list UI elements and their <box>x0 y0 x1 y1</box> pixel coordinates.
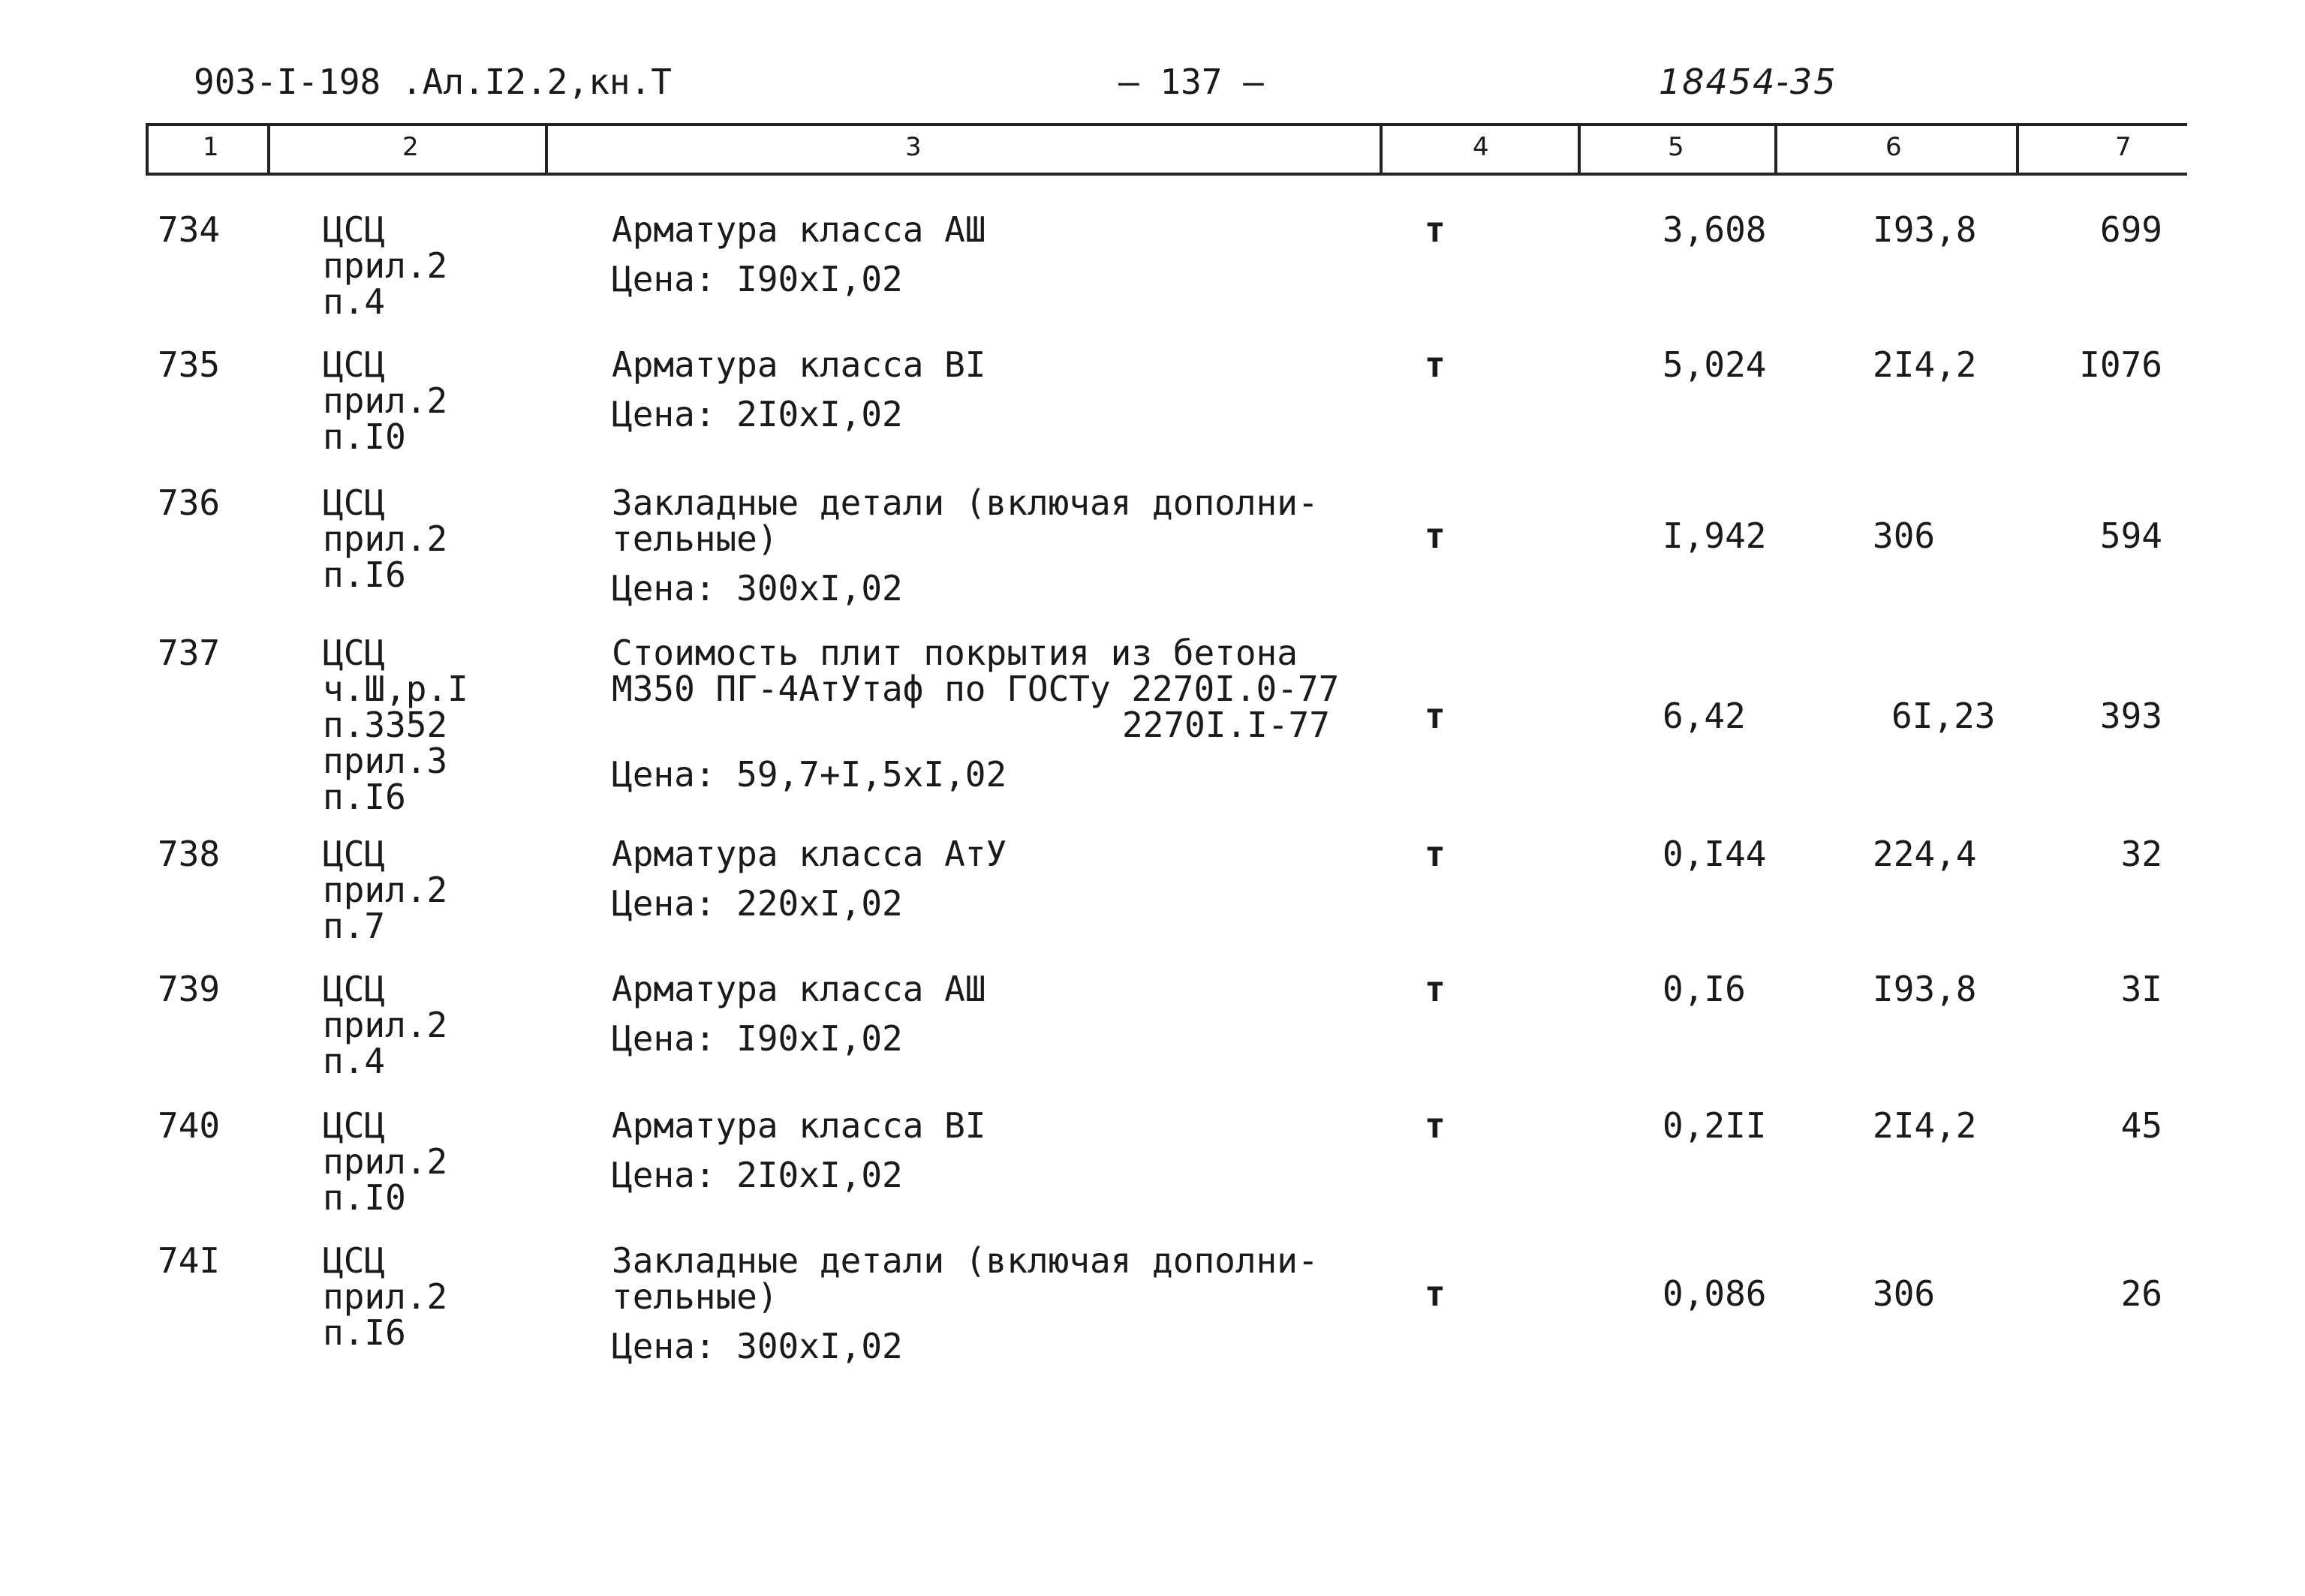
item-description: Закладные детали (включая дополни- тельные) Цена: 300xI,02 <box>612 1240 1319 1366</box>
unit-price: 224,4 <box>1873 834 1977 874</box>
total: 45 <box>2120 1105 2162 1146</box>
strip-divider <box>545 123 548 176</box>
reference: ЦСЦ прил.2 п.7 <box>323 834 448 946</box>
row-number: 738 <box>158 834 221 874</box>
column-number: 1 <box>203 132 219 162</box>
price-formula: Цена: 59,7+I,5xI,02 <box>612 754 1007 795</box>
item-description: Арматура класса АтУ Цена: 220xI,02 <box>612 834 1007 924</box>
price-formula: Цена: I90xI,02 <box>612 259 903 299</box>
quantity: 0,2II <box>1663 1105 1767 1146</box>
price-formula: Цена: 300xI,02 <box>612 1326 903 1366</box>
reference: ЦСЦ прил.2 п.I6 <box>323 482 448 595</box>
strip-divider <box>1774 123 1777 176</box>
total: 26 <box>2120 1273 2162 1314</box>
row-number: 734 <box>158 209 221 250</box>
reference: ЦСЦ прил.2 п.I6 <box>323 1240 448 1353</box>
unit: т <box>1425 696 1446 736</box>
unit-price: I93,8 <box>1873 969 1977 1009</box>
quantity: 0,I6 <box>1663 969 1746 1009</box>
row-number: 74I <box>158 1240 221 1281</box>
unit-price: 6I,23 <box>1891 696 1996 736</box>
column-number: 5 <box>1668 132 1684 162</box>
column-number: 4 <box>1473 132 1489 162</box>
page-number: — 137 — <box>1118 62 1264 102</box>
strip-divider <box>2016 123 2019 176</box>
column-number-strip <box>146 122 2187 174</box>
strip-divider <box>1578 123 1581 176</box>
reference: ЦСЦ прил.2 п.4 <box>323 209 448 322</box>
column-number: 2 <box>402 132 419 162</box>
document-code: 903-I-198 .Ал.I2.2,кн.Т <box>194 62 672 102</box>
unit-price: 2I4,2 <box>1873 1105 1977 1146</box>
total: 594 <box>2099 515 2162 556</box>
unit-price: 306 <box>1873 515 1936 556</box>
quantity: I,942 <box>1663 515 1767 556</box>
strip-divider <box>267 123 270 176</box>
unit-price: 2I4,2 <box>1873 344 1977 385</box>
reference: ЦСЦ прил.2 п.I0 <box>323 344 448 457</box>
column-number: 6 <box>1885 132 1902 162</box>
row-number: 735 <box>158 344 221 385</box>
item-description: Арматура класса ВI Цена: 2I0xI,02 <box>612 344 986 434</box>
reference: ЦСЦ прил.2 п.I0 <box>323 1105 448 1218</box>
strip-divider <box>1380 123 1383 176</box>
quantity: 6,42 <box>1663 696 1746 736</box>
price-formula: Цена: 220xI,02 <box>612 883 903 924</box>
unit-price: I93,8 <box>1873 209 1977 250</box>
unit: т <box>1425 969 1446 1009</box>
unit: т <box>1425 344 1446 385</box>
quantity: 0,086 <box>1663 1273 1767 1314</box>
row-number: 740 <box>158 1105 221 1146</box>
row-number: 737 <box>158 633 221 673</box>
column-number: 3 <box>905 132 922 162</box>
reference: ЦСЦ ч.Ш,р.I п.3352 прил.3 п.I6 <box>323 633 468 817</box>
total: I076 <box>2079 344 2162 385</box>
quantity: 5,024 <box>1663 344 1767 385</box>
column-number: 7 <box>2115 132 2132 162</box>
strip-top-line <box>146 123 2187 126</box>
quantity: 0,I44 <box>1663 834 1767 874</box>
price-formula: Цена: 300xI,02 <box>612 568 903 609</box>
price-formula: Цена: 2I0xI,02 <box>612 1155 903 1195</box>
unit: т <box>1425 515 1446 556</box>
quantity: 3,608 <box>1663 209 1767 250</box>
item-description: Арматура класса АШ Цена: I90xI,02 <box>612 969 986 1059</box>
row-number: 736 <box>158 482 221 523</box>
strip-bottom-line <box>146 173 2187 176</box>
price-formula: Цена: I90xI,02 <box>612 1018 903 1059</box>
item-description: Стоимость плит покрытия из бетона М350 ПГ-4АтУтаф по ГОСТу 2270I.0-77 2270I.I-77 Цена: 59,7+I,5xI,02 <box>612 633 1340 795</box>
unit: т <box>1425 834 1446 874</box>
total: 3I <box>2120 969 2162 1009</box>
total: 393 <box>2099 696 2162 736</box>
unit: т <box>1425 1105 1446 1146</box>
unit-price: 306 <box>1873 1273 1936 1314</box>
total: 32 <box>2120 834 2162 874</box>
strip-divider <box>146 123 149 176</box>
item-description: Арматура класса АШ Цена: I90xI,02 <box>612 209 986 299</box>
item-description: Закладные детали (включая дополни- тельные) Цена: 300xI,02 <box>612 482 1319 609</box>
total: 699 <box>2099 209 2162 250</box>
registration-number: 18454-35 <box>1659 62 1837 102</box>
reference: ЦСЦ прил.2 п.4 <box>323 969 448 1081</box>
item-description: Арматура класса ВI Цена: 2I0xI,02 <box>612 1105 986 1195</box>
unit: т <box>1425 209 1446 250</box>
row-number: 739 <box>158 969 221 1009</box>
unit: т <box>1425 1273 1446 1314</box>
price-formula: Цена: 2I0xI,02 <box>612 394 903 434</box>
